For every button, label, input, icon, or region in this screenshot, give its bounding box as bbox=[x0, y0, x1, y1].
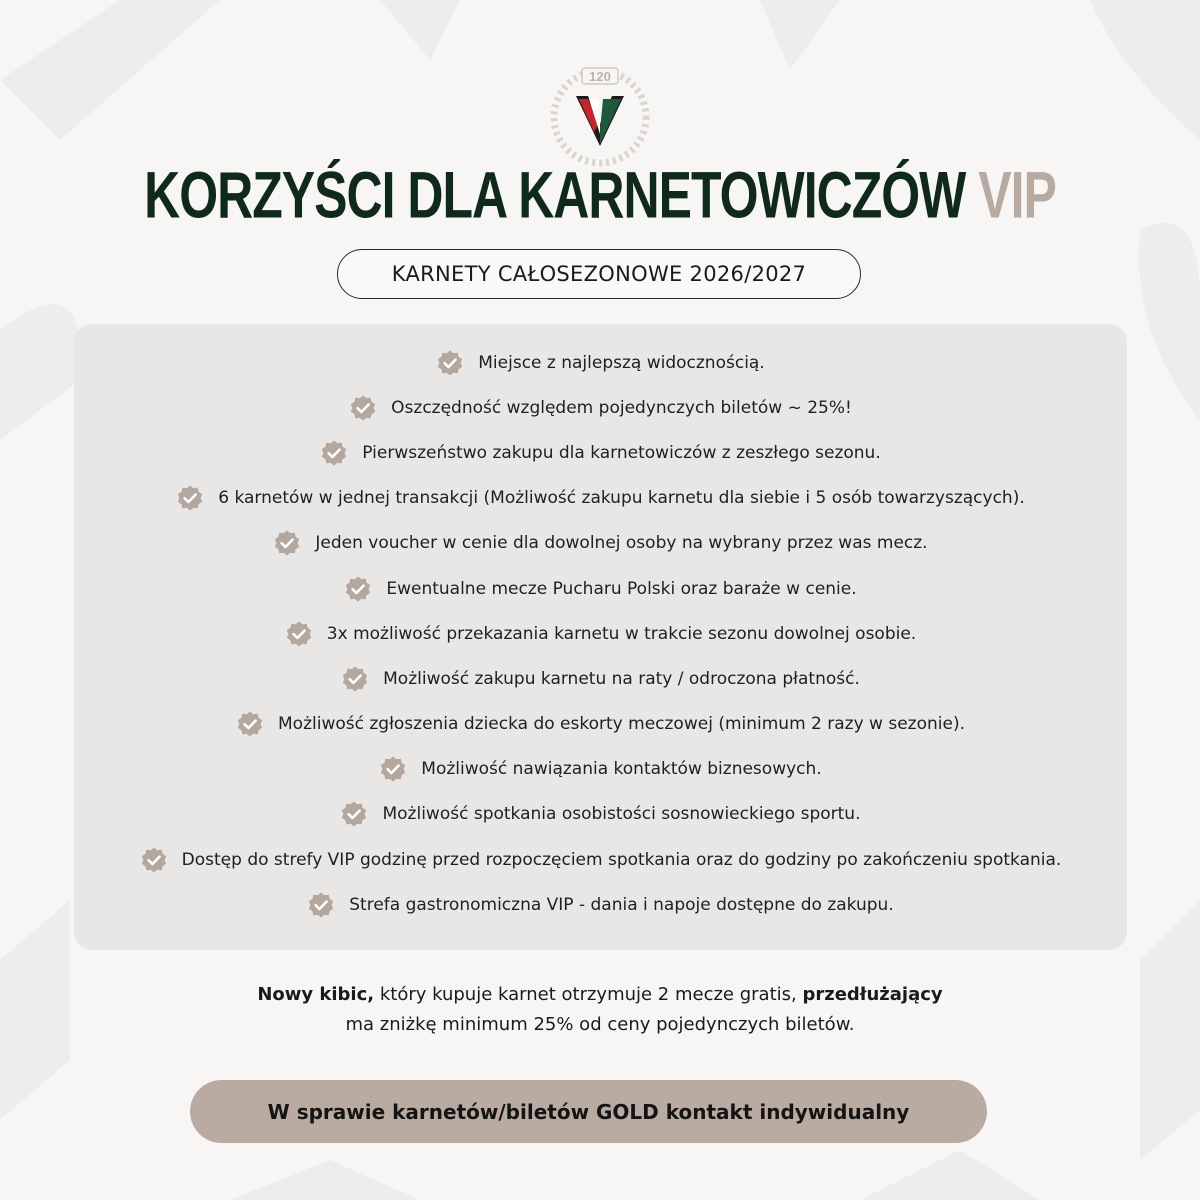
renewal-note bbox=[0, 980, 1200, 1040]
title-accent-vip: VIP bbox=[978, 158, 1056, 232]
benefit-text: Możliwość spotkania osobistości sosnowieckiego sportu. bbox=[382, 804, 861, 825]
title-main: KORZYŚCI DLA KARNETOWICZÓW bbox=[144, 158, 966, 232]
benefit-text: Ewentualne mecze Pucharu Polski oraz baraże w cenie. bbox=[386, 578, 857, 599]
badge-check-icon bbox=[236, 710, 264, 738]
benefit-item bbox=[74, 385, 1127, 430]
badge-check-icon bbox=[320, 439, 348, 467]
benefits-panel bbox=[74, 324, 1127, 950]
gold-contact-button[interactable]: W sprawie karnetów/biletów GOLD kontakt indywidualny bbox=[190, 1080, 987, 1143]
badge-check-icon bbox=[341, 665, 369, 693]
note-text-1: który kupuje karnet otrzymuje 2 mecze gratis, bbox=[374, 984, 803, 1005]
badge-check-icon bbox=[176, 484, 204, 512]
benefit-text: Pierwszeństwo zakupu dla karnetowiczów z zeszłego sezonu. bbox=[362, 442, 881, 463]
benefit-item bbox=[74, 521, 1127, 566]
benefit-item bbox=[74, 611, 1127, 656]
page-title bbox=[0, 149, 1200, 241]
benefit-text: 3x możliwość przekazania karnetu w trakcie sezonu dowolnej osobie. bbox=[326, 623, 917, 644]
badge-check-icon bbox=[379, 755, 407, 783]
benefit-item bbox=[74, 476, 1127, 521]
benefit-text: Dostęp do strefy VIP godzinę przed rozpoczęciem spotkania oraz do godziny po zakończeniu spotkania. bbox=[181, 849, 1062, 870]
badge-check-icon bbox=[140, 846, 168, 874]
benefit-text: Możliwość nawiązania kontaktów biznesowych. bbox=[421, 759, 822, 780]
benefit-item bbox=[74, 566, 1127, 611]
benefit-item bbox=[74, 837, 1127, 882]
benefit-text: Możliwość zgłoszenia dziecka do eskorty meczowej (minimum 2 razy w sezonie). bbox=[278, 714, 965, 735]
benefit-text: Miejsce z najlepszą widocznością. bbox=[478, 352, 765, 373]
note-bold-new-fan: Nowy kibic, bbox=[257, 984, 375, 1005]
note-line-1 bbox=[0, 980, 1200, 1010]
note-bold-renewing: przedłużający bbox=[802, 984, 943, 1005]
benefit-text: Strefa gastronomiczna VIP - dania i napoje dostępne do zakupu. bbox=[349, 894, 894, 915]
badge-check-icon bbox=[344, 575, 372, 603]
benefit-item bbox=[74, 747, 1127, 792]
benefit-text: Oszczędność względem pojedynczych biletów ~ 25%! bbox=[391, 397, 852, 418]
crest-number: 120 bbox=[589, 69, 611, 84]
benefit-text: 6 karnetów w jednej transakcji (Możliwość zakupu karnetu dla siebie i 5 osób towarzyszących). bbox=[218, 488, 1025, 509]
badge-check-icon bbox=[436, 349, 464, 377]
benefit-item bbox=[74, 702, 1127, 747]
benefit-text: Jeden voucher w cenie dla dowolnej osoby na wybrany przez was mecz. bbox=[315, 533, 928, 554]
badge-check-icon bbox=[307, 891, 335, 919]
note-line-2: ma zniżkę minimum 25% od ceny pojedynczych biletów. bbox=[345, 1014, 855, 1035]
benefit-item bbox=[74, 792, 1127, 837]
badge-check-icon bbox=[340, 800, 368, 828]
badge-check-icon bbox=[285, 620, 313, 648]
benefit-item bbox=[74, 430, 1127, 475]
badge-check-icon bbox=[349, 394, 377, 422]
benefit-text: Możliwość zakupu karnetu na raty / odroczona płatność. bbox=[383, 668, 860, 689]
benefit-item bbox=[74, 340, 1127, 385]
badge-check-icon bbox=[273, 529, 301, 557]
season-subtitle-badge: KARNETY CAŁOSEZONOWE 2026/2027 bbox=[337, 249, 861, 299]
benefits-list bbox=[74, 340, 1127, 927]
benefit-item bbox=[74, 656, 1127, 701]
benefit-item bbox=[74, 882, 1127, 927]
